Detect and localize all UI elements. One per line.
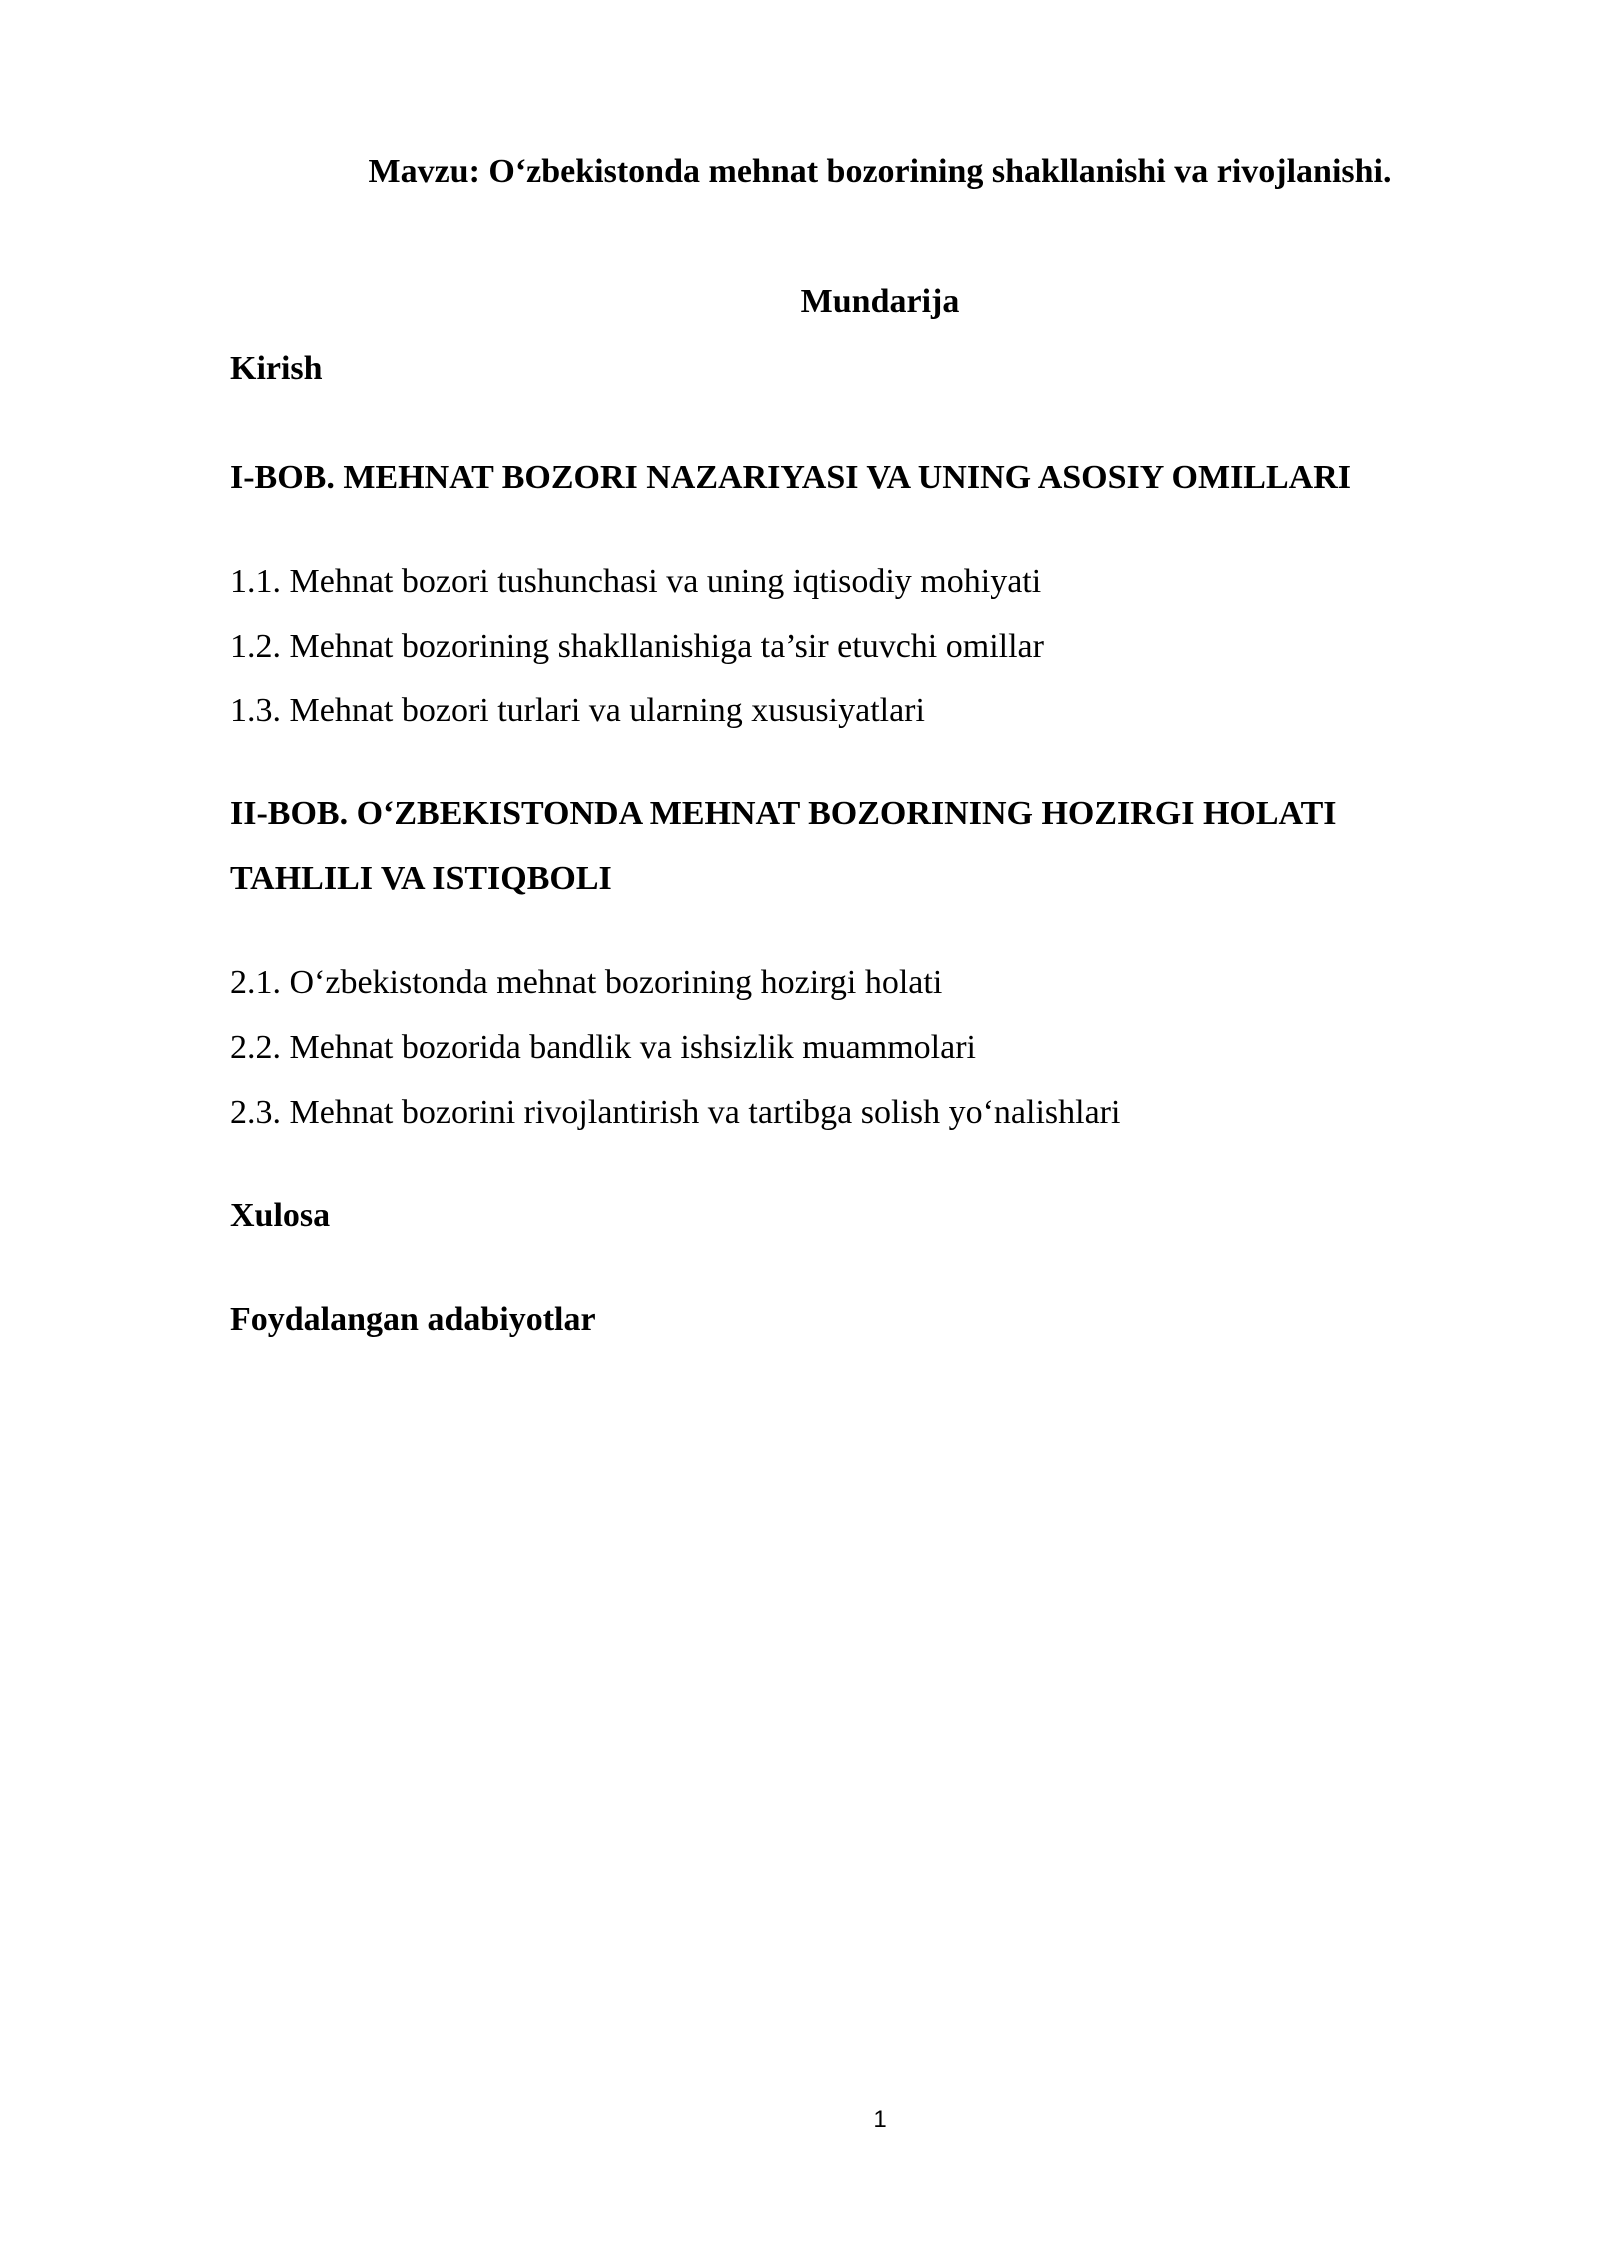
toc-chapter-2-title-line2: TAHLILI VA ISTIQBOLI	[230, 860, 612, 897]
toc-entry-conclusion: Xulosa	[230, 1197, 331, 1234]
page-number: 1	[873, 2106, 887, 2133]
document-title: Mavzu: O‘zbekistonda mehnat bozorining shakllanishi va rivojlanishi.	[368, 153, 1392, 190]
toc-item-2-1: 2.1. O‘zbekistonda mehnat bozorining hozirgi holati	[230, 964, 943, 1001]
toc-entry-references: Foydalangan adabiyotlar	[230, 1301, 596, 1338]
toc-entry-introduction: Kirish	[230, 350, 323, 387]
toc-item-2-3: 2.3. Mehnat bozorini rivojlantirish va tartibga solish yo‘nalishlari	[230, 1094, 1121, 1131]
toc-item-1-3: 1.3. Mehnat bozori turlari va ularning xususiyatlari	[230, 692, 925, 729]
toc-item-1-1: 1.1. Mehnat bozori tushunchasi va uning iqtisodiy mohiyati	[230, 563, 1042, 600]
toc-chapter-2-title-line1: II-BOB. O‘ZBEKISTONDA MEHNAT BOZORINING HOZIRGI HOLATI	[230, 795, 1337, 832]
toc-heading: Mundarija	[800, 283, 960, 320]
toc-item-2-2: 2.2. Mehnat bozorida bandlik va ishsizlik muammolari	[230, 1029, 976, 1066]
toc-item-1-2: 1.2. Mehnat bozorining shakllanishiga ta’sir etuvchi omillar	[230, 628, 1044, 665]
toc-chapter-1-title: I-BOB. MEHNAT BOZORI NAZARIYASI VA UNING ASOSIY OMILLARI	[230, 459, 1352, 496]
